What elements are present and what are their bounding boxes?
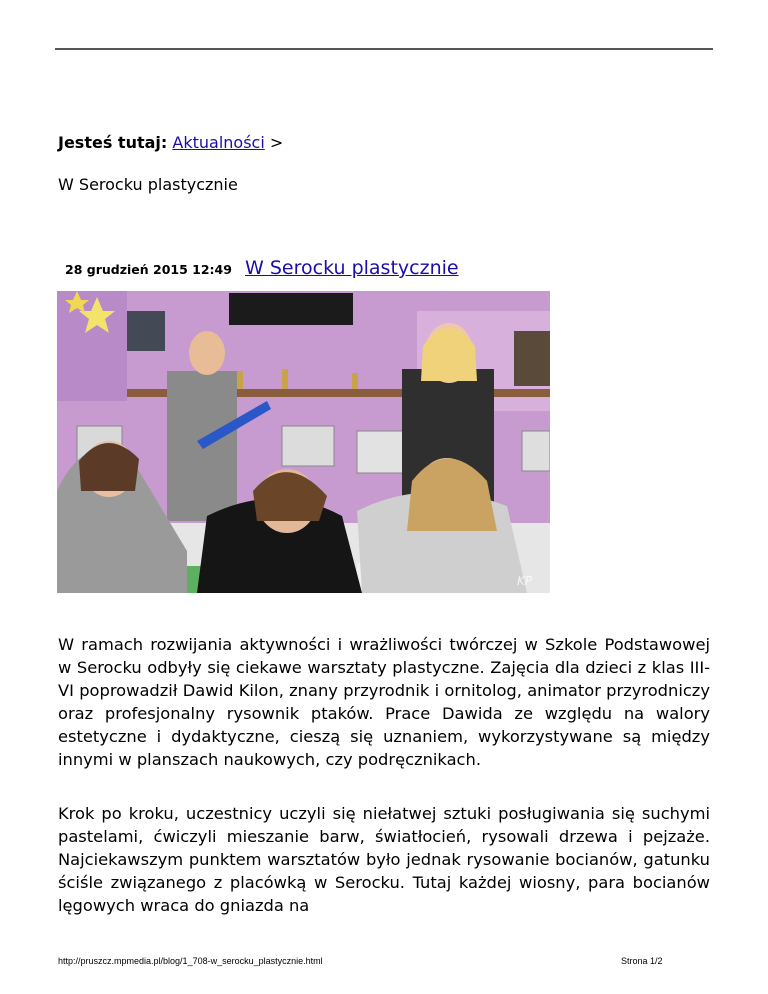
- article-title-link[interactable]: W Serocku plastycznie: [245, 257, 459, 279]
- breadcrumb-separator: >: [269, 133, 284, 152]
- photo-watermark: KP: [517, 574, 533, 588]
- footer-page-number: Strona 1/2: [621, 956, 663, 966]
- breadcrumb-label: Jesteś tutaj:: [58, 133, 168, 152]
- page-title: W Serocku plastycznie: [58, 175, 238, 194]
- article-paragraph-1: W ramach rozwijania aktywności i wrażliwości twórczej w Szkole Podstawowej w Serocku odbyły się ciekawe warsztaty plastyczne. Zajęcia dla dzieci z klas III-VI poprowadził Dawid Kilon, znany przyrodnik i ornitolog, animator przyrodniczy oraz profesjonalny rysownik ptaków. Prace Dawida ze względu na walory estetyczne i dydaktyczne, cieszą się uznaniem, wykorzystywane są między innymi w planszach naukowych, czy podręcznikach.: [58, 635, 710, 769]
- top-rule: [55, 48, 713, 50]
- photo-painting: [514, 331, 550, 386]
- article-paragraph-2: Krok po kroku, uczestnicy uczyli się niełatwej sztuki posługiwania się suchymi pastelami, ćwiczyli mieszanie barw, światłocień, rysowali drzewa i pejzaże. Najciekawszym punktem warsztatów było jednak rysowanie bocianów, gatunku ściśle związanego z placówką w Serocku. Tutaj każdej wiosny, para bocianów lęgowych wraca do gniazda na: [58, 804, 710, 915]
- article-photo: [57, 291, 550, 593]
- breadcrumb: [58, 132, 283, 154]
- footer-url: http://pruszcz.mpmedia.pl/blog/1_708-w_serocku_plastycznie.html: [58, 956, 323, 966]
- photo-man-head: [189, 331, 225, 375]
- article-meta: [65, 257, 459, 279]
- article-date: 28 grudzień 2015 12:49: [65, 262, 232, 277]
- breadcrumb-link-aktualnosci[interactable]: Aktualności: [172, 133, 265, 152]
- photo-tv: [229, 293, 353, 325]
